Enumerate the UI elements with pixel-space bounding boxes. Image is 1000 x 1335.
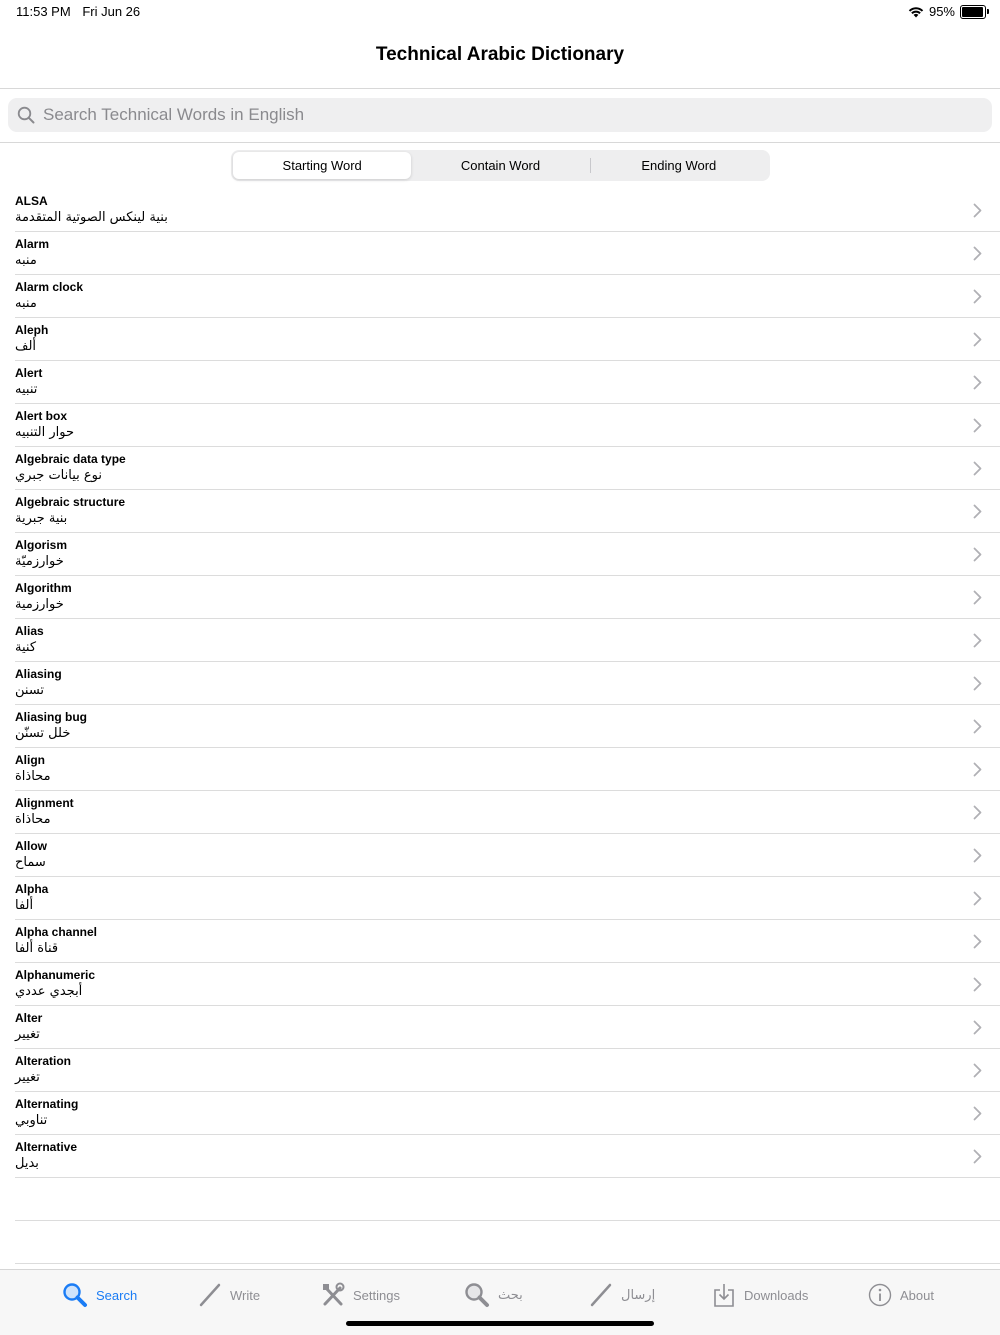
word-arabic: خوارزميّة — [15, 554, 64, 569]
word-english: Alpha channel — [15, 925, 98, 939]
word-row[interactable] — [15, 318, 1000, 361]
word-english: Alpha — [15, 882, 49, 896]
word-list — [0, 189, 1000, 1264]
word-arabic: تسنن — [15, 683, 45, 698]
word-row[interactable] — [15, 705, 1000, 748]
word-arabic: تغيير — [15, 1070, 40, 1085]
tab-search-arabic[interactable] — [464, 1282, 523, 1308]
tab-search-label: Search — [96, 1287, 138, 1303]
word-arabic: محاذاة — [15, 812, 51, 827]
tab-downloads[interactable] — [712, 1282, 808, 1308]
chevron-right-icon — [973, 1106, 982, 1126]
word-row[interactable] — [15, 1006, 1000, 1049]
word-row[interactable] — [15, 275, 1000, 318]
chevron-right-icon — [973, 1063, 982, 1083]
word-english: Alternating — [15, 1097, 79, 1111]
chevron-right-icon — [973, 418, 982, 438]
word-row[interactable] — [15, 576, 1000, 619]
word-english: Alarm clock — [15, 280, 84, 294]
chevron-right-icon — [973, 461, 982, 481]
chevron-right-icon — [973, 805, 982, 825]
tab-about[interactable] — [868, 1282, 934, 1308]
word-english: Aliasing — [15, 667, 62, 681]
word-row[interactable] — [15, 748, 1000, 791]
word-arabic: خوارزمية — [15, 597, 64, 612]
search-bar[interactable] — [8, 98, 992, 132]
word-arabic: أبجدي عددي — [15, 984, 83, 999]
word-arabic: حوار التنبيه — [15, 425, 75, 440]
chevron-right-icon — [973, 504, 982, 524]
chevron-right-icon — [973, 375, 982, 395]
chevron-right-icon — [973, 203, 982, 223]
word-english: Algebraic data type — [15, 452, 126, 466]
word-english: Algorism — [15, 538, 68, 552]
segment-contain-word[interactable]: Contain Word — [460, 158, 541, 173]
word-arabic: خلل تسنّن — [15, 726, 71, 741]
tab-send-arabic[interactable] — [589, 1282, 655, 1308]
word-english: Alter — [15, 1011, 43, 1025]
empty-row — [15, 1178, 1000, 1221]
word-row[interactable] — [15, 1092, 1000, 1135]
word-english: Alternative — [15, 1140, 78, 1154]
word-row[interactable] — [15, 619, 1000, 662]
tab-send-arabic-label: إرسال — [621, 1287, 656, 1302]
nav-divider — [0, 88, 1000, 89]
tab-about-label: About — [900, 1287, 934, 1303]
word-english: Alert — [15, 366, 43, 380]
tab-search[interactable] — [62, 1282, 137, 1308]
word-arabic: بنية جبرية — [15, 511, 68, 526]
word-row[interactable] — [15, 877, 1000, 920]
chevron-right-icon — [973, 1149, 982, 1169]
word-row[interactable] — [15, 662, 1000, 705]
tab-search-arabic-label: بحث — [498, 1287, 523, 1302]
battery-fill — [962, 7, 983, 17]
word-english: Alias — [15, 624, 44, 638]
word-row[interactable] — [15, 1049, 1000, 1092]
word-english: Alert box — [15, 409, 68, 423]
pencil-icon — [198, 1282, 222, 1308]
word-english: Alphanumeric — [15, 968, 96, 982]
status-bar — [0, 0, 1000, 24]
tab-write[interactable] — [198, 1282, 260, 1308]
word-english: Allow — [15, 839, 47, 853]
word-english: Alarm — [15, 237, 50, 251]
battery-percent: 95% — [928, 4, 955, 19]
chevron-right-icon — [973, 676, 982, 696]
word-row[interactable] — [15, 1135, 1000, 1178]
chevron-right-icon — [973, 762, 982, 782]
word-english: Algebraic structure — [15, 495, 126, 509]
search-icon — [17, 106, 35, 124]
status-date: Fri Jun 26 — [82, 4, 141, 19]
tab-write-label: Write — [230, 1287, 261, 1303]
page-title: Technical Arabic Dictionary — [375, 44, 625, 65]
word-english: Aliasing bug — [15, 710, 87, 724]
word-english: Algorithm — [15, 581, 72, 595]
word-english: Alteration — [15, 1054, 72, 1068]
word-arabic: سماح — [15, 855, 46, 870]
chevron-right-icon — [973, 848, 982, 868]
pencil-icon — [589, 1282, 613, 1308]
word-english: ALSA — [15, 194, 48, 208]
wifi-icon — [908, 6, 924, 18]
chevron-right-icon — [973, 547, 982, 567]
word-row[interactable] — [15, 920, 1000, 963]
chevron-right-icon — [973, 891, 982, 911]
word-arabic: تغيير — [15, 1027, 40, 1042]
word-english: Alignment — [15, 796, 74, 810]
word-row[interactable] — [15, 447, 1000, 490]
word-arabic: تنبيه — [15, 382, 38, 397]
chevron-right-icon — [973, 332, 982, 352]
word-english: Align — [15, 753, 45, 767]
tools-icon — [321, 1282, 345, 1308]
word-arabic: منبه — [15, 296, 37, 311]
word-row[interactable] — [15, 963, 1000, 1006]
word-row[interactable] — [15, 361, 1000, 404]
chevron-right-icon — [973, 289, 982, 309]
empty-row — [15, 1221, 1000, 1264]
search-mode-segmented-control — [231, 150, 770, 181]
word-arabic: كنية — [15, 640, 37, 655]
segment-ending-word[interactable]: Ending Word — [590, 152, 768, 179]
word-arabic: بنية لينكس الصوتية المتقدمة — [15, 210, 168, 225]
word-arabic: ألفا — [15, 898, 34, 913]
word-arabic: محاذاة — [15, 769, 51, 784]
chevron-right-icon — [973, 1020, 982, 1040]
tab-settings-label: Settings — [353, 1287, 400, 1303]
word-row[interactable] — [15, 404, 1000, 447]
chevron-right-icon — [973, 633, 982, 653]
tab-downloads-label: Downloads — [744, 1287, 809, 1303]
word-row[interactable] — [15, 490, 1000, 533]
word-arabic: ألف — [15, 339, 37, 354]
word-row[interactable] — [15, 232, 1000, 275]
word-arabic: تناوبي — [15, 1113, 48, 1128]
tab-settings[interactable] — [321, 1282, 400, 1308]
word-row[interactable] — [15, 189, 1000, 232]
word-row[interactable] — [15, 533, 1000, 576]
word-english: Aleph — [15, 323, 49, 337]
status-time: 11:53 PM — [16, 4, 71, 19]
battery-icon — [960, 5, 986, 19]
download-icon — [712, 1282, 736, 1308]
search-icon — [464, 1282, 490, 1308]
chevron-right-icon — [973, 977, 982, 997]
home-indicator — [346, 1321, 654, 1326]
search-input[interactable] — [41, 104, 945, 126]
word-arabic: قناة ألفا — [15, 941, 59, 956]
chevron-right-icon — [973, 719, 982, 739]
search-divider — [0, 142, 1000, 143]
word-row[interactable] — [15, 791, 1000, 834]
word-arabic: منبه — [15, 253, 37, 268]
chevron-right-icon — [973, 934, 982, 954]
word-arabic: بديل — [15, 1156, 39, 1171]
search-icon — [62, 1282, 88, 1308]
info-icon — [868, 1282, 892, 1308]
word-arabic: نوع بيانات جبري — [15, 468, 102, 483]
chevron-right-icon — [973, 246, 982, 266]
segment-starting-word[interactable]: Starting Word — [233, 152, 411, 179]
chevron-right-icon — [973, 590, 982, 610]
word-row[interactable] — [15, 834, 1000, 877]
